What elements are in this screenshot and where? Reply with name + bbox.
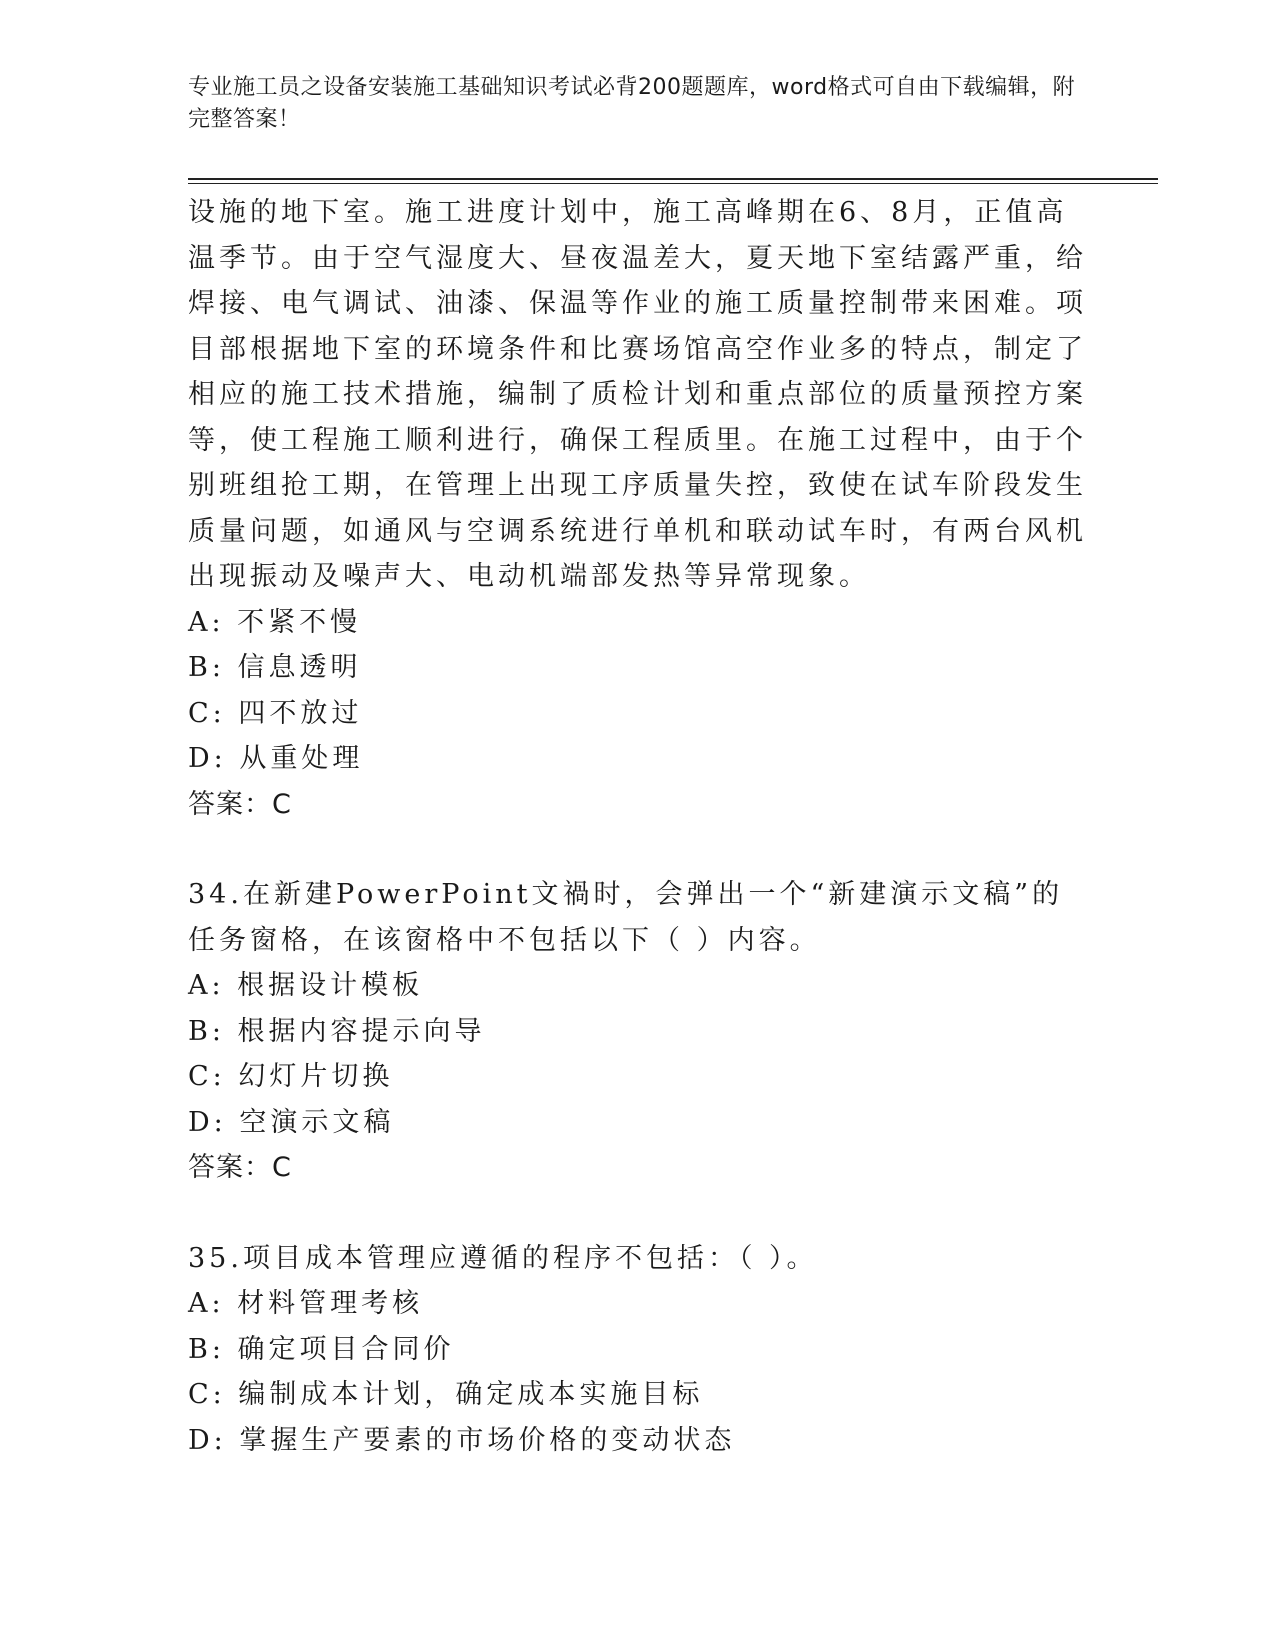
document-body: [188, 190, 1088, 1463]
option-a: A: 根据设计模板: [188, 970, 424, 1001]
option-d: D: 空演示文稿: [188, 1106, 395, 1138]
question-stem: 34.在新建PowerPoint文禍时，会弹出一个“新建演示文稿”的任务窗格，在该窗格中不包括以下（ ）内容。: [188, 879, 1064, 956]
option-d: D: 从重处理: [188, 743, 364, 774]
option-d: D: 掌握生产要素的市场价格的变动状态: [188, 1424, 736, 1456]
header-divider-thin: [188, 183, 1158, 184]
question-34: [188, 872, 1088, 1191]
option-b: B: 根据内容提示向导: [188, 1015, 486, 1047]
page-header: 专业施工员之设备安装施工基础知识考试必背200题题库，word格式可自由下载编辑，附完整答案！: [188, 75, 1076, 132]
answer: 答案：C: [188, 1152, 292, 1183]
option-a: A: 材料管理考核: [188, 1288, 424, 1319]
answer: 答案：C: [188, 788, 292, 820]
spacer: [188, 1191, 1088, 1236]
option-c: C: 编制成本计划，确定成本实施目标: [188, 1379, 704, 1410]
option-c: C: 幻灯片切换: [188, 1061, 394, 1092]
question-33: [188, 190, 1088, 827]
option-b: B: 信息透明: [188, 652, 362, 683]
header-divider-thick: [188, 178, 1158, 180]
question-35: [188, 1236, 1088, 1464]
option-c: C: 四不放过: [188, 697, 363, 729]
option-a: A: 不紧不慢: [188, 606, 362, 638]
question-stem: 设施的地下室。施工进度计划中，施工高峰期在6、8月，正值高温季节。由于空气湿度大、昼夜温差大，夏天地下室结露严重，给焊接、电气调试、油漆、保温等作业的施工质量控制带来困难。项目部根据地下室的环境条件和比赛场馆高空作业多的特点，制定了相应的施工技术措施，编制了质检计划和重点部位的质量预控方案等，使工程施工顺利进行，确保工程质里。在施工过程中，由于个别班组抢工期，在管理上出现工序质量失控，致使在试车阶段发生质量问题，如通风与空调系统进行单机和联动试车时，有两台风机出现振动及噪声大、电动机端部发热等异常现象。: [188, 197, 1087, 592]
question-stem: 35.项目成本管理应遵循的程序不包括：（ ）。: [188, 1242, 818, 1274]
option-b: B: 确定项目合同价: [188, 1333, 455, 1365]
spacer: [188, 827, 1088, 872]
